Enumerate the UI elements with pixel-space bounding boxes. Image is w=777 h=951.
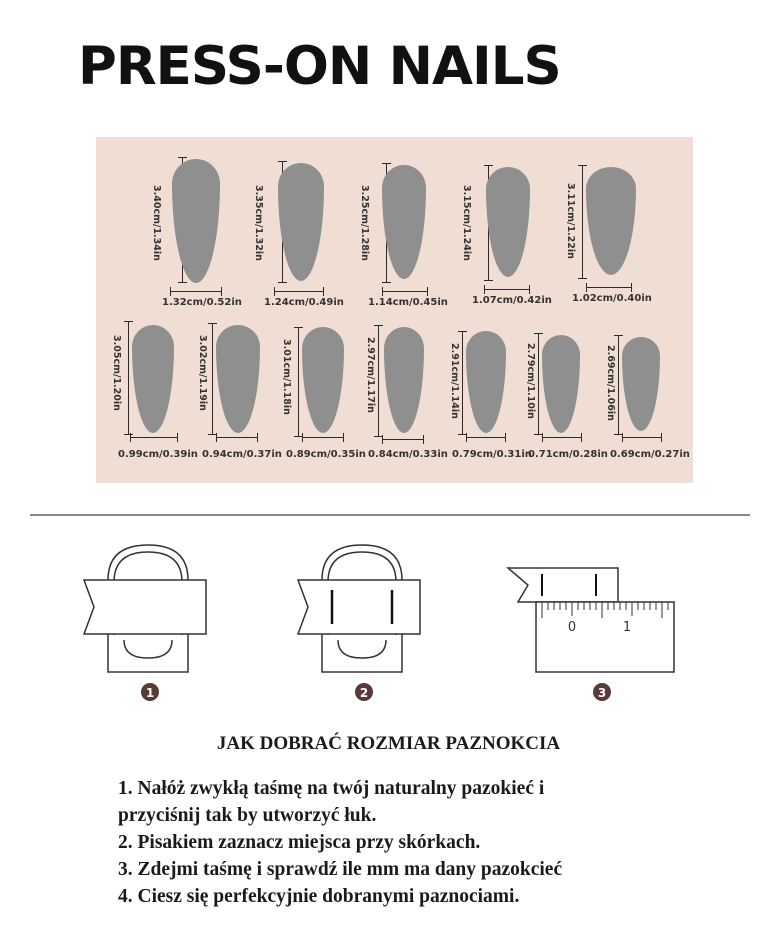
step-2-badge: 2 xyxy=(359,686,369,700)
instructions-heading: JAK DOBRAĆ ROZMIAR PAZNOKCIA xyxy=(216,733,561,754)
step-1-badge: 1 xyxy=(145,686,155,700)
nail-shape xyxy=(382,165,426,279)
nail-width-label: 0.89cm/0.35in xyxy=(286,449,366,460)
instruction-line-1: 1. Nałóż zwykłą taśmę na twój naturalny pazokieć i xyxy=(118,778,545,799)
width-measure-line xyxy=(382,439,424,440)
length-measure-line xyxy=(298,327,299,437)
width-measure-line xyxy=(302,437,344,438)
step-3-badge: 3 xyxy=(597,686,607,700)
nail-width-label: 1.14cm/0.45in xyxy=(368,297,448,308)
instructions-list xyxy=(118,775,562,910)
nail-length-label: 3.25cm/1.28in xyxy=(359,185,370,261)
length-measure-line xyxy=(618,335,619,435)
instruction-line-4: 3. Zdejmi taśmę i sprawdź ile mm ma dany pazokcieć xyxy=(118,859,563,880)
nail-width-label: 0.71cm/0.28in xyxy=(528,449,608,460)
instruction-line-3: 2. Pisakiem zaznacz miejsca przy skórkach. xyxy=(118,832,481,853)
nail-shape xyxy=(172,159,220,283)
nail-width-label: 0.69cm/0.27in xyxy=(610,449,690,460)
nail-length-label: 3.02cm/1.19in xyxy=(197,335,208,411)
instruction-line-5: 4. Ciesz się perfekcyjnie dobranymi paznociami. xyxy=(118,886,520,907)
nail-width-label: 1.24cm/0.49in xyxy=(264,297,344,308)
nail-shape xyxy=(216,325,260,433)
width-measure-line xyxy=(170,291,222,292)
nail-width-label: 0.99cm/0.39in xyxy=(118,449,198,460)
width-measure-line xyxy=(130,437,178,438)
nail-shape xyxy=(278,163,324,281)
nail-width-label: 1.32cm/0.52in xyxy=(162,297,242,308)
length-measure-line xyxy=(538,333,539,435)
width-measure-line xyxy=(586,287,632,288)
length-measure-line xyxy=(462,331,463,435)
ruler-label-0: 0 xyxy=(567,620,577,635)
nail-length-label: 3.15cm/1.24in xyxy=(461,185,472,261)
nail-length-label: 2.69cm/1.06in xyxy=(605,345,616,421)
nail-shape xyxy=(466,331,506,433)
length-measure-line xyxy=(582,165,583,279)
page-title: PRESS-ON NAILS xyxy=(78,36,561,97)
width-measure-line xyxy=(216,437,258,438)
nail-shape xyxy=(542,335,580,433)
nail-shape xyxy=(586,167,636,275)
length-measure-line xyxy=(378,325,379,437)
width-measure-line xyxy=(622,437,662,438)
nail-length-label: 2.79cm/1.10in xyxy=(525,343,536,419)
nail-length-label: 2.97cm/1.17in xyxy=(365,337,376,413)
width-measure-line xyxy=(466,437,506,438)
nail-shape xyxy=(486,167,530,277)
width-measure-line xyxy=(542,437,582,438)
width-measure-line xyxy=(382,291,428,292)
nail-size-chart xyxy=(96,137,693,483)
nail-length-label: 3.11cm/1.22in xyxy=(565,183,576,259)
nail-shape xyxy=(384,327,424,433)
length-measure-line xyxy=(128,321,129,435)
width-measure-line xyxy=(484,289,530,290)
nail-length-label: 3.40cm/1.34in xyxy=(151,185,162,261)
nail-length-label: 3.01cm/1.18in xyxy=(281,339,292,415)
nail-width-label: 0.84cm/0.33in xyxy=(368,449,448,460)
step-3-illustration xyxy=(502,540,682,710)
ruler-label-1: 1 xyxy=(622,620,632,635)
nail-shape xyxy=(622,337,660,431)
nail-width-label: 0.79cm/0.31in xyxy=(452,449,532,460)
length-measure-line xyxy=(212,323,213,435)
nail-shape xyxy=(132,325,174,433)
width-measure-line xyxy=(274,291,324,292)
nail-width-label: 1.02cm/0.40in xyxy=(572,293,652,304)
nail-length-label: 2.91cm/1.14in xyxy=(449,343,460,419)
nail-width-label: 1.07cm/0.42in xyxy=(472,295,552,306)
step-2-illustration xyxy=(292,540,432,710)
instruction-line-2: przyciśnij tak by utworzyć łuk. xyxy=(118,805,377,826)
nail-length-label: 3.05cm/1.20in xyxy=(111,335,122,411)
step-1-illustration xyxy=(78,540,218,710)
section-divider xyxy=(30,514,750,516)
nail-width-label: 0.94cm/0.37in xyxy=(202,449,282,460)
nail-length-label: 3.35cm/1.32in xyxy=(253,185,264,261)
nail-shape xyxy=(302,327,344,433)
